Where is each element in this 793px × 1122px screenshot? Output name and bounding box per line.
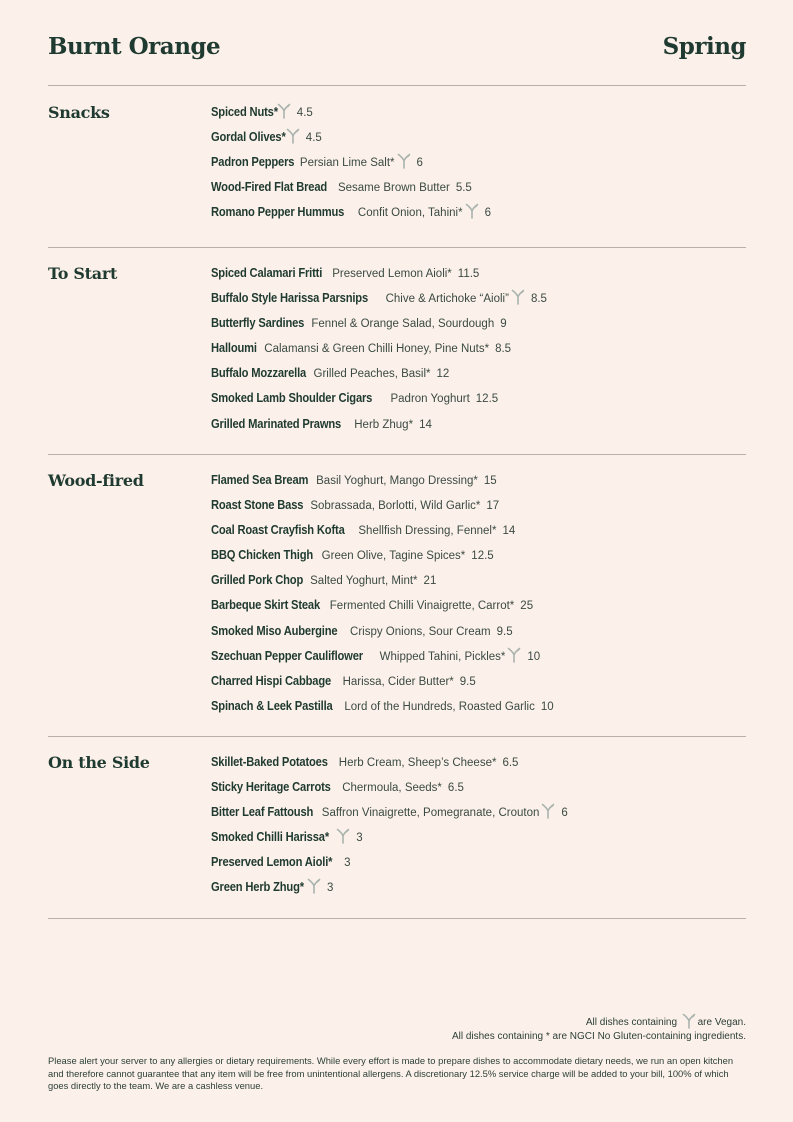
section-title: Wood-fired — [48, 471, 144, 490]
menu-item-name: Buffalo Style Harissa Parsnips — [211, 290, 369, 306]
menu-item-description: Fermented Chilli Vinaigrette, Carrot* — [329, 600, 515, 613]
vegan-leaf-icon — [511, 289, 525, 305]
menu-item — [211, 415, 547, 440]
menu-item-description: Confit Onion, Tahini* — [357, 207, 463, 220]
menu-item-price: 9 — [500, 318, 507, 331]
menu-item-description: Grilled Peaches, Basil* — [313, 368, 431, 381]
menu-item-description: Fennel & Orange Salad, Sourdough — [311, 318, 495, 331]
menu-item-description: Basil Yoghurt, Mango Dressing* — [316, 475, 478, 487]
menu-item-name: Wood-Fired Flat Bread — [211, 179, 328, 195]
menu-item — [211, 203, 491, 228]
menu-item — [211, 571, 554, 596]
menu-item — [211, 828, 568, 853]
menu-item-name: Spinach & Leek Pastilla — [211, 697, 333, 713]
menu-item-description: Saffron Vinaigrette, Pomegranate, Crouton — [321, 807, 540, 820]
menu-item — [211, 803, 568, 828]
menu-item-price: 11.5 — [457, 268, 480, 280]
menu-item-name: BBQ Chicken Thigh — [211, 547, 314, 563]
divider — [48, 736, 746, 737]
menu-items — [211, 264, 547, 440]
menu-item — [211, 103, 491, 128]
menu-item-description: Lord of the Hundreds, Roasted Garlic — [344, 700, 535, 713]
divider — [48, 918, 746, 919]
menu-item — [211, 596, 554, 621]
vegan-leaf-icon — [541, 803, 555, 819]
menu-item — [211, 128, 491, 153]
menu-item-name: Flamed Sea Bream — [211, 472, 309, 487]
menu-item-price: 9.5 — [496, 625, 513, 638]
menu-item-name: Smoked Miso Aubergine — [211, 622, 338, 638]
menu-item — [211, 178, 491, 203]
menu-item — [211, 389, 547, 414]
menu-item-price: 14 — [419, 418, 432, 431]
menu-item — [211, 778, 568, 803]
menu-item — [211, 264, 547, 289]
menu-item-description: Green Olive, Tagine Spices* — [321, 550, 466, 563]
menu-item-price: 14 — [502, 525, 516, 538]
menu-item-price: 6.5 — [447, 782, 464, 795]
divider — [48, 454, 746, 455]
menu-item-name: Charred Hispi Cabbage — [211, 672, 332, 688]
menu-item-name: Roast Stone Bass — [211, 497, 304, 513]
menu-item — [211, 471, 554, 496]
menu-item-name: Green Herb Zhug* — [211, 879, 304, 895]
menu-item — [211, 672, 554, 697]
menu-item-name: Romano Pepper Hummus — [211, 204, 345, 220]
menu-item-price: 8.5 — [495, 343, 512, 356]
allergy-disclaimer: Please alert your server to any allergies or dietary requirements. While every effort is made to prepare dishes to accommodate dietary needs, we run an open kitchen and therefore cannot guarantee that any item will be free from unintentional allergens. A discretionary 12.5% service charge will be added to your bill, 100% of which goes directly to the team. We are a cashless venue. — [48, 1055, 734, 1091]
vegan-leaf-icon — [682, 1013, 695, 1028]
menu-item — [211, 521, 554, 546]
vegan-legend — [452, 1013, 746, 1030]
menu-item-price: 4.5 — [305, 132, 322, 145]
menu-item-price: 12.5 — [475, 393, 499, 406]
menu-item-name: Szechuan Pepper Cauliflower — [211, 647, 363, 663]
menu-item-description: Chermoula, Seeds* — [342, 782, 442, 795]
divider — [48, 85, 746, 86]
vegan-leaf-icon — [307, 878, 321, 894]
menu-item-name: Buffalo Mozzarella — [211, 365, 307, 381]
menu-item-name: Gordal Olives* — [211, 129, 286, 145]
menu-item-price: 15 — [483, 475, 497, 487]
menu-item — [211, 753, 568, 778]
menu-item — [211, 697, 554, 722]
menu-item-description: Crispy Onions, Sour Cream — [350, 625, 491, 638]
menu-item-price: 5.5 — [455, 182, 472, 195]
vegan-leaf-icon — [336, 828, 350, 844]
menu-item-price: 3 — [356, 832, 363, 845]
menu-item-name: Grilled Pork Chop — [211, 572, 304, 588]
menu-item — [211, 496, 554, 521]
menu-item-name: Halloumi — [211, 340, 257, 356]
menu-header — [48, 33, 746, 67]
menu-items — [211, 471, 554, 722]
menu-item-price: 6 — [484, 207, 491, 220]
menu-item-price: 12 — [436, 368, 450, 381]
menu-item — [211, 622, 554, 647]
divider — [48, 247, 746, 248]
menu-item-name: Grilled Marinated Prawns — [211, 415, 342, 431]
menu-page — [48, 0, 746, 1122]
menu-item-price: 6 — [561, 807, 568, 820]
menu-item-description: Whipped Tahini, Pickles* — [379, 650, 506, 663]
menu-item-name: Padron Peppers — [211, 154, 295, 170]
vegan-legend-prefix: All dishes containing — [585, 1017, 678, 1028]
menu-item — [211, 853, 568, 878]
restaurant-name: Burnt Orange — [48, 33, 221, 60]
menu-item-price: 8.5 — [530, 293, 547, 306]
section-title: To Start — [48, 264, 118, 283]
menu-item-description: Harissa, Cider Butter* — [342, 675, 454, 688]
section-title: Snacks — [48, 103, 110, 122]
menu-item-price: 12.5 — [471, 550, 494, 563]
menu-item-description: Chive & Artichoke “Aioli” — [385, 293, 509, 306]
menu-item-price: 10 — [527, 650, 541, 663]
menu-item-price: 3 — [344, 857, 351, 870]
menu-item-name: Skillet-Baked Potatoes — [211, 754, 328, 769]
menu-item-name: Sticky Heritage Carrots — [211, 779, 331, 795]
menu-item — [211, 546, 554, 571]
menu-items — [211, 753, 568, 904]
menu-item-description: Sesame Brown Butter — [337, 182, 450, 195]
menu-item-name: Butterfly Sardines — [211, 315, 305, 331]
vegan-legend-suffix: are Vegan. — [697, 1017, 746, 1028]
menu-item-name: Smoked Lamb Shoulder Cigars — [211, 390, 373, 406]
menu-item-price: 25 — [520, 600, 534, 613]
menu-item — [211, 647, 554, 672]
menu-item-description: Calamansi & Green Chilli Honey, Pine Nuts* — [264, 343, 490, 356]
menu-item-price: 4.5 — [296, 107, 313, 119]
menu-item-name: Barbeque Skirt Steak — [211, 597, 321, 613]
vegan-leaf-icon — [507, 647, 521, 663]
menu-item-name: Bitter Leaf Fattoush — [211, 804, 314, 820]
menu-item-description: Salted Yoghurt, Mint* — [310, 575, 418, 588]
menu-item-description: Sobrassada, Borlotti, Wild Garlic* — [310, 500, 481, 513]
gluten-legend: All dishes containing * are NGCI No Gluten-containing ingredients. — [451, 1031, 746, 1042]
menu-item-description: Persian Lime Salt* — [299, 157, 395, 170]
menu-item-description: Preserved Lemon Aioli* — [332, 268, 452, 280]
menu-item-name: Spiced Nuts* — [211, 104, 278, 119]
menu-item-price: 3 — [327, 882, 334, 895]
menu-item — [211, 364, 547, 389]
menu-item-name: Smoked Chilli Harissa* — [211, 829, 330, 845]
menu-item-description: Padron Yoghurt — [390, 393, 470, 406]
menu-item-name: Preserved Lemon Aioli* — [211, 854, 333, 870]
menu-item-name: Spiced Calamari Fritti — [211, 265, 323, 280]
menu-item — [211, 878, 568, 903]
season-title: Spring — [662, 33, 746, 60]
vegan-leaf-icon — [286, 128, 300, 144]
menu-item — [211, 289, 547, 314]
menu-item-price: 9.5 — [459, 675, 476, 688]
menu-items — [211, 103, 491, 228]
menu-item-price: 6.5 — [502, 757, 519, 769]
menu-item-price: 21 — [423, 575, 437, 588]
menu-item-description: Shellfish Dressing, Fennel* — [358, 525, 497, 538]
vegan-leaf-icon — [277, 103, 291, 119]
vegan-leaf-icon — [465, 203, 479, 219]
dietary-legend — [452, 1013, 746, 1044]
section-title: On the Side — [48, 753, 150, 772]
menu-item — [211, 339, 547, 364]
menu-item-description: Herb Cream, Sheep’s Cheese* — [338, 757, 497, 769]
menu-item-price: 6 — [416, 157, 423, 170]
menu-item-price: 17 — [486, 500, 500, 513]
menu-item — [211, 153, 491, 178]
menu-item-price: 10 — [540, 700, 554, 713]
menu-item-description: Herb Zhug* — [354, 418, 414, 431]
menu-item-name: Coal Roast Crayfish Kofta — [211, 522, 345, 538]
vegan-leaf-icon — [397, 153, 411, 169]
menu-item — [211, 314, 547, 339]
